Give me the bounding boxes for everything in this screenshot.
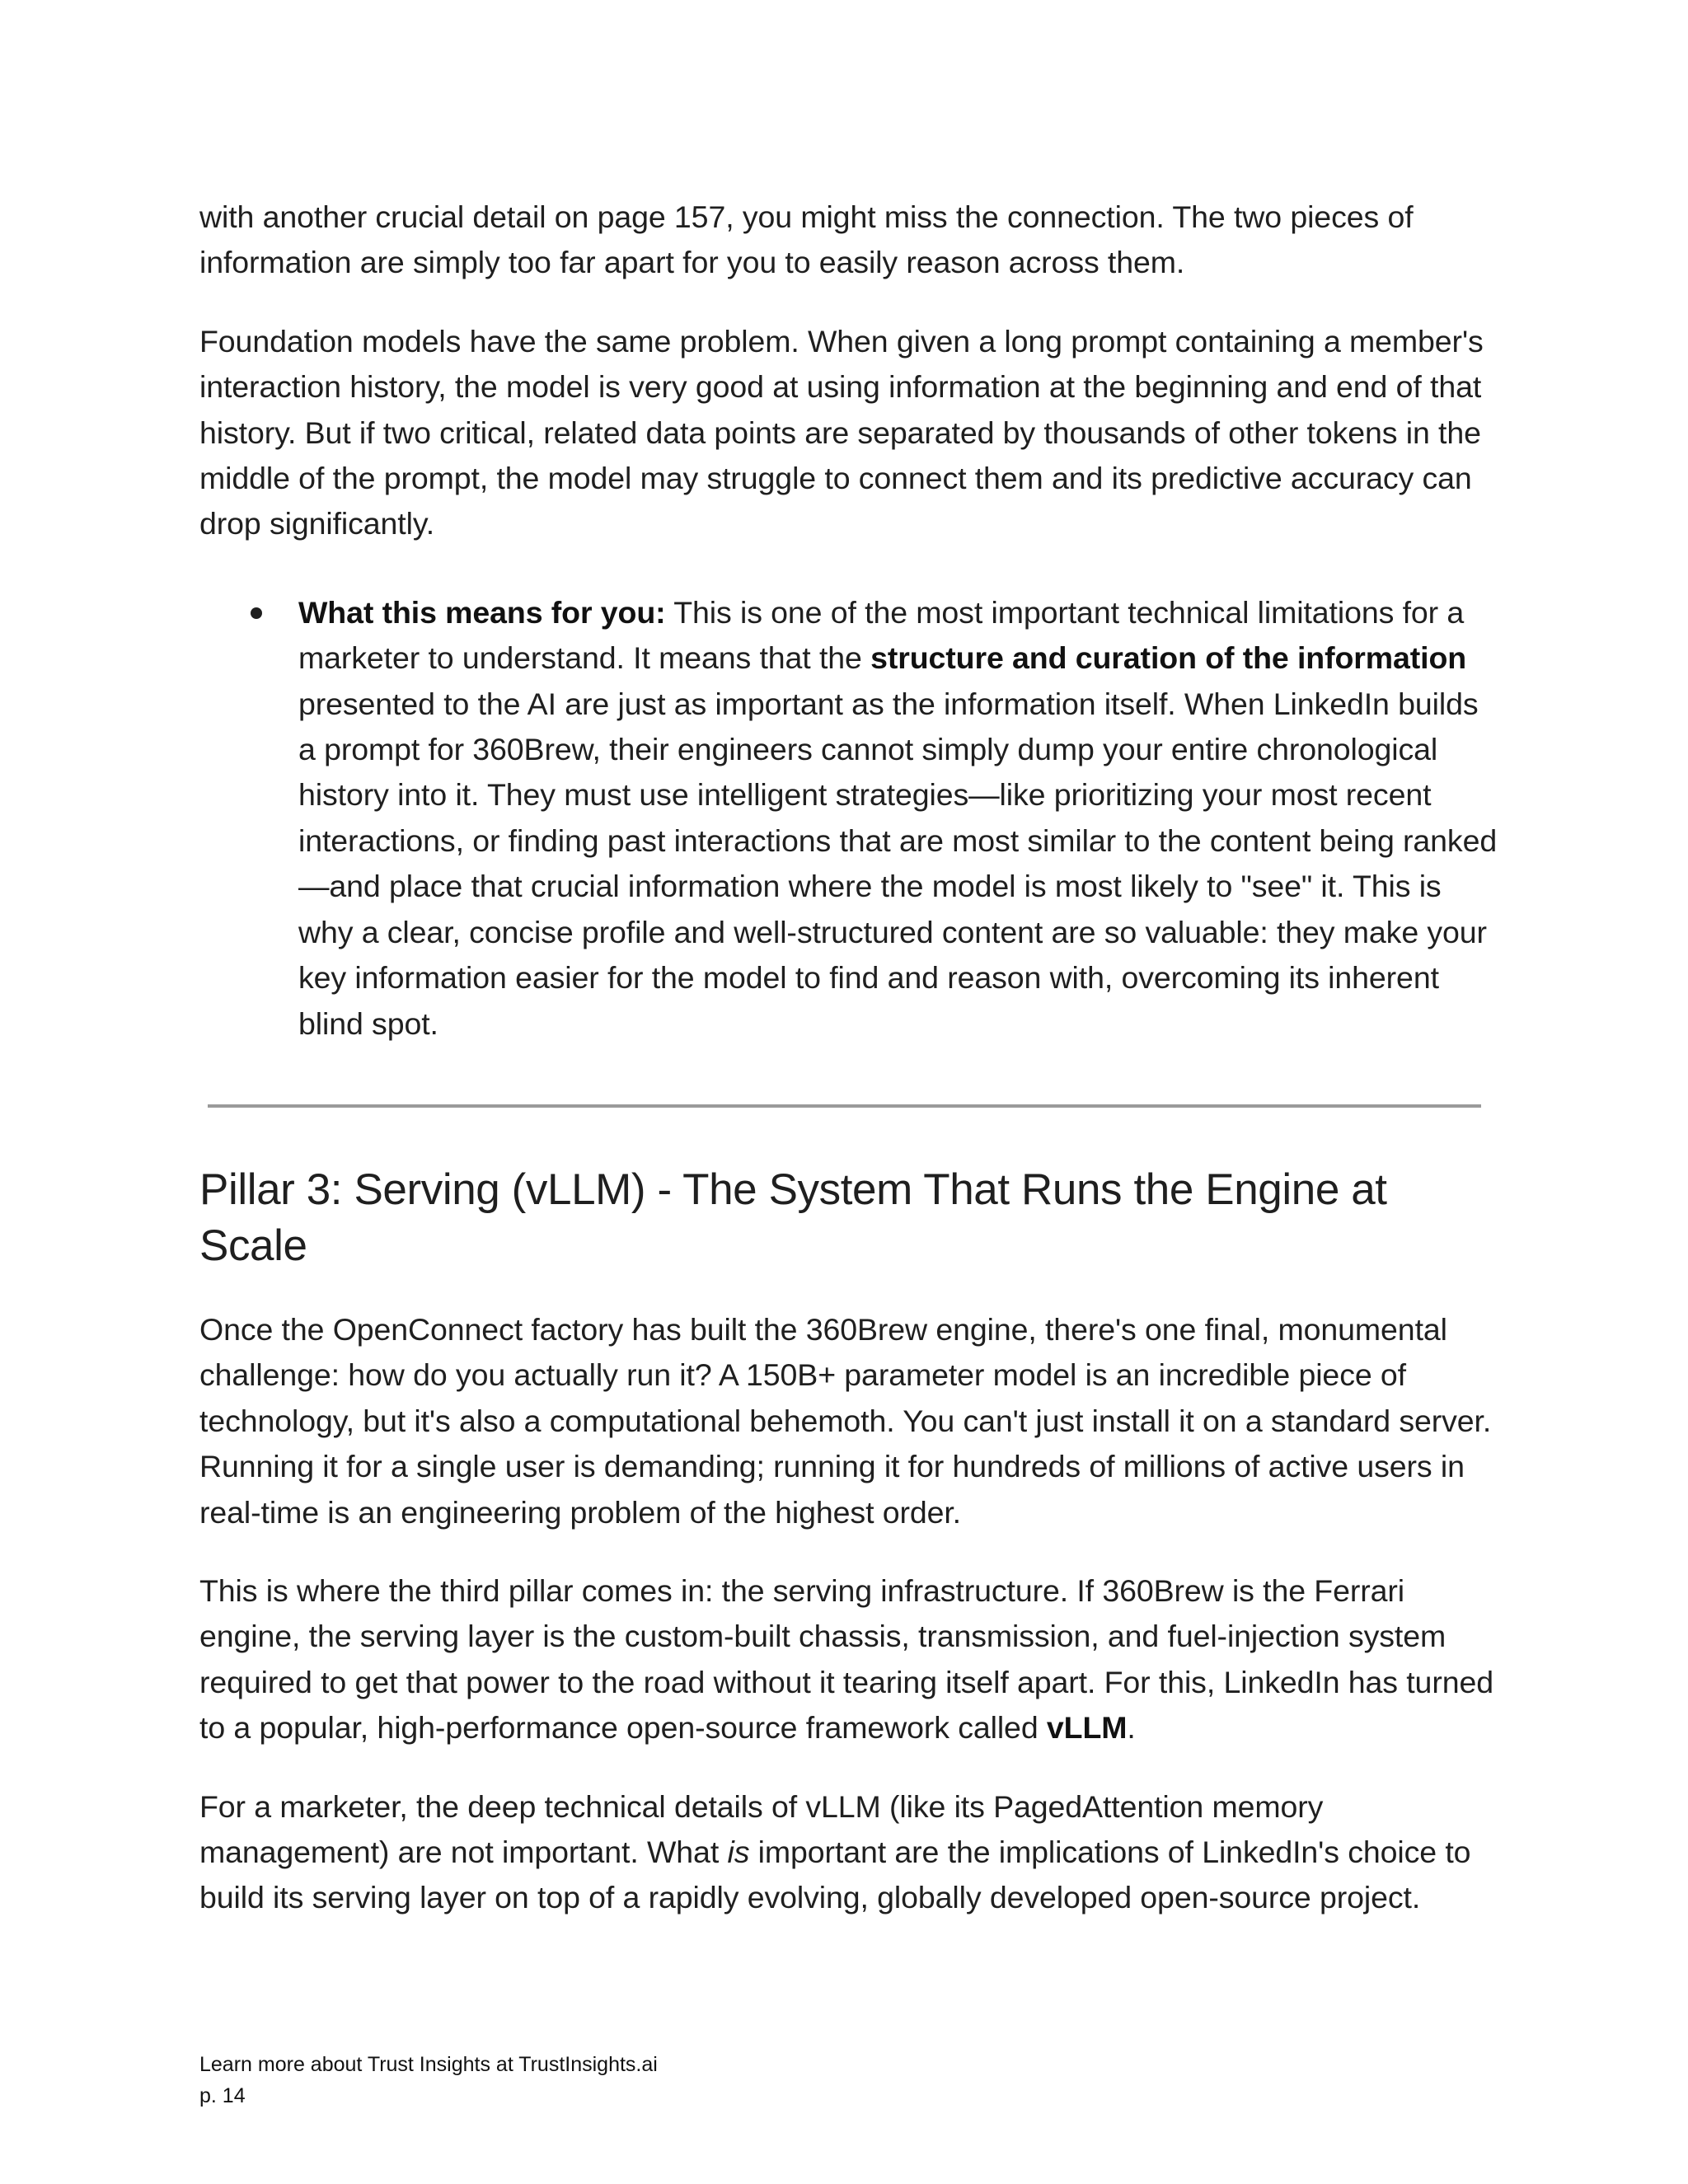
bullet-bold-phrase: structure and curation of the information [870,640,1467,676]
section-paragraph-2-end: . [1127,1710,1136,1746]
vllm-bold: vLLM [1046,1710,1128,1746]
horizontal-divider [208,1104,1481,1108]
section-paragraph-1: Once the OpenConnect factory has built the 360Brew engine, there's one final, monumental challenge: how do you actually run it? A 150B+ parameter model is an incredible piece of technology, but it's also a computational behemoth. You can't just install it on a standard server. Running it for a single user is demanding; running it for hundreds of millions of active users in real-time is an engineering problem of the highest order. [199,1311,1492,1530]
emphasis-is: is [727,1834,750,1869]
page-footer [199,2049,658,2111]
section-paragraph-2 [199,1568,1502,1751]
section-paragraph-3-a: For a marketer, the deep technical details of vLLM (like its PagedAttention memory management) are not important. What [199,1788,1324,1869]
bullet-lead-bold: What this means for you: [298,594,666,630]
page-content [199,194,1502,1954]
bullet-list [199,590,1502,1047]
section-heading: Pillar 3: Serving (vLLM) - The System That Runs the Engine at Scale [199,1165,1387,1270]
bullet-item [298,590,1502,1047]
section-paragraph-3 [199,1784,1502,1921]
footer-promo-text: Learn more about Trust Insights at TrustInsights.ai [199,2053,658,2076]
bullet-text-2: presented to the AI are just as important as the information itself. When LinkedIn builds a prompt for 360Brew, their engineers cannot simply dump your entire chronological history into it. They must use intelligent strategies—like prioritizing your most recent interactions, or finding past interactions that are most similar to the content being ranked—and place that crucial information where the model is most likely to "see" it. This is why a clear, concise profile and well-structured content are so valuable: they make your key information easier for the model to find and reason with, overcoming its inherent blind spot. [298,686,1498,1041]
bullet-dot-icon [251,607,262,619]
section-paragraph-3-b: important are the implications of LinkedIn's choice to build its serving layer on top of a rapidly evolving, globally developed open-source project. [199,1834,1471,1915]
page-number: p. 14 [199,2084,246,2107]
section-paragraph-2-text: This is where the third pillar comes in: the serving infrastructure. If 360Brew is the Ferrari engine, the serving layer is the custom-built chassis, transmission, and fuel-injection system required to get that power to the road without it tearing itself apart. For this, LinkedIn has turned to a popular, high-performance open-source framework called [199,1572,1493,1746]
intro-paragraph-2: Foundation models have the same problem. When given a long prompt containing a member's interaction history, the model is very good at using information at the beginning and end of that history. But if two critical, related data points are separated by thousands of other tokens in the middle of the prompt, the model may struggle to connect them and its predictive accuracy can drop significantly. [199,323,1484,541]
bullet-text-1: This is one of the most important technical limitations for a marketer to understand. It means that the [298,594,1465,676]
intro-paragraph-1: with another crucial detail on page 157, you might miss the connection. The two pieces of information are simply too far apart for you to easily reason across them. [199,199,1414,280]
